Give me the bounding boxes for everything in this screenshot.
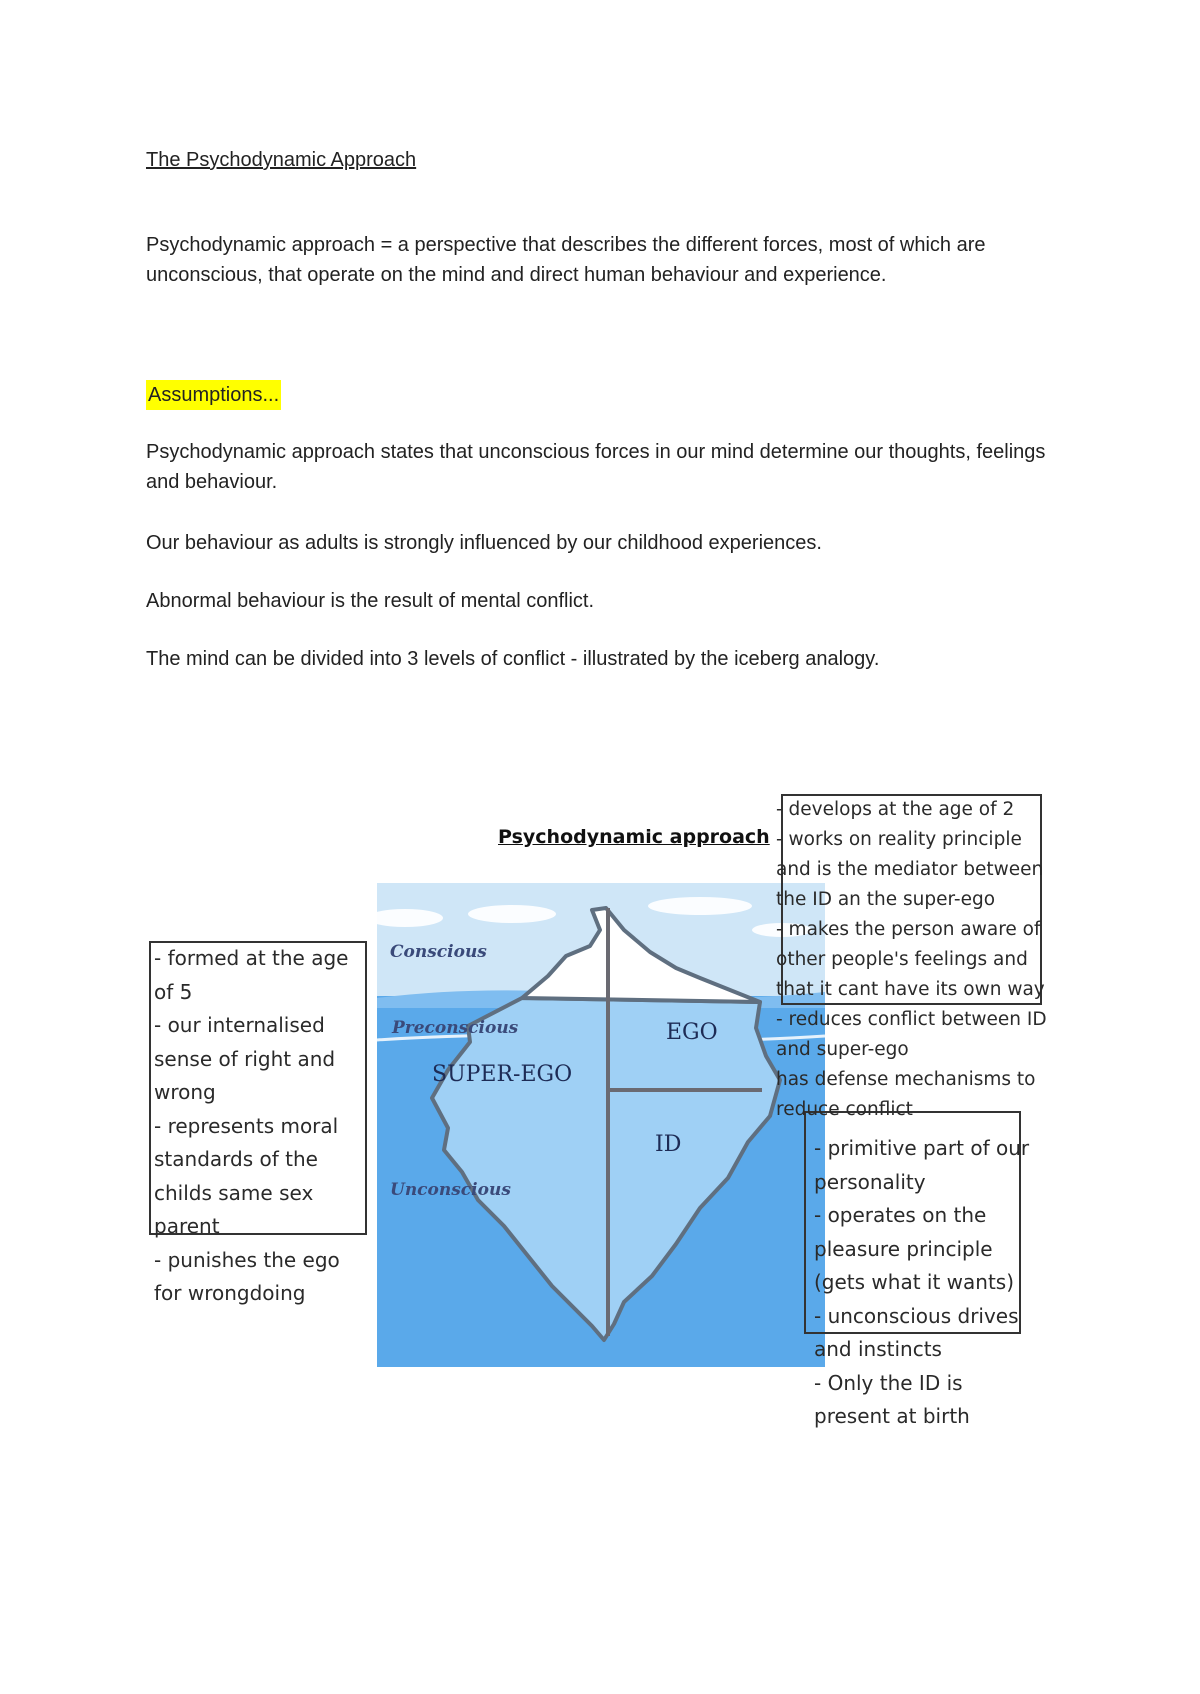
part-label-superego: SUPER-EGO xyxy=(432,1062,573,1087)
part-label-ego: EGO xyxy=(666,1020,718,1045)
assumption-paragraph: Our behaviour as adults is strongly influenced by our childhood experiences. xyxy=(146,532,822,554)
level-label-preconscious: Preconscious xyxy=(392,1018,519,1038)
level-label-conscious: Conscious xyxy=(390,942,487,962)
figure-title: Psychodynamic approach xyxy=(498,826,770,848)
part-label-id: ID xyxy=(655,1132,682,1157)
assumptions-heading: Assumptions... xyxy=(146,380,281,410)
id-note: - primitive part of our personality - operates on the pleasure principle (gets what it wants) - unconscious drives and instincts - Only the ID is present at birth xyxy=(814,1136,1030,1428)
superego-note: - formed at the age of 5 - our internalised sense of right and wrong - represents moral standards of the childs same sex parent - punishes the ego for wrongdoing xyxy=(154,946,349,1305)
assumption-paragraph: Psychodynamic approach states that unconscious forces in our mind determine our thoughts, feelings and behaviour. xyxy=(146,441,1046,493)
assumption-paragraph: Abnormal behaviour is the result of mental conflict. xyxy=(146,590,594,612)
iceberg-figure xyxy=(0,780,1200,1480)
cloud-shape xyxy=(367,909,443,927)
cloud-shape xyxy=(468,905,556,923)
level-label-unconscious: Unconscious xyxy=(390,1180,511,1200)
ego-note: - develops at the age of 2 - works on reality principle and is the mediator between the ID an the super-ego - makes the person aware of other people's feelings and that it cant have its own way - reduces conflict between ID and super-ego has defense mechanisms to reduce conflict xyxy=(776,799,1047,1120)
assumption-paragraph: The mind can be divided into 3 levels of conflict - illustrated by the iceberg analogy. xyxy=(146,648,880,670)
document-title: The Psychodynamic Approach xyxy=(146,149,417,171)
definition-paragraph: Psychodynamic approach = a perspective that describes the different forces, most of which are unconscious, that operate on the mind and direct human behaviour and experience. xyxy=(146,234,986,286)
cloud-shape xyxy=(648,897,752,915)
